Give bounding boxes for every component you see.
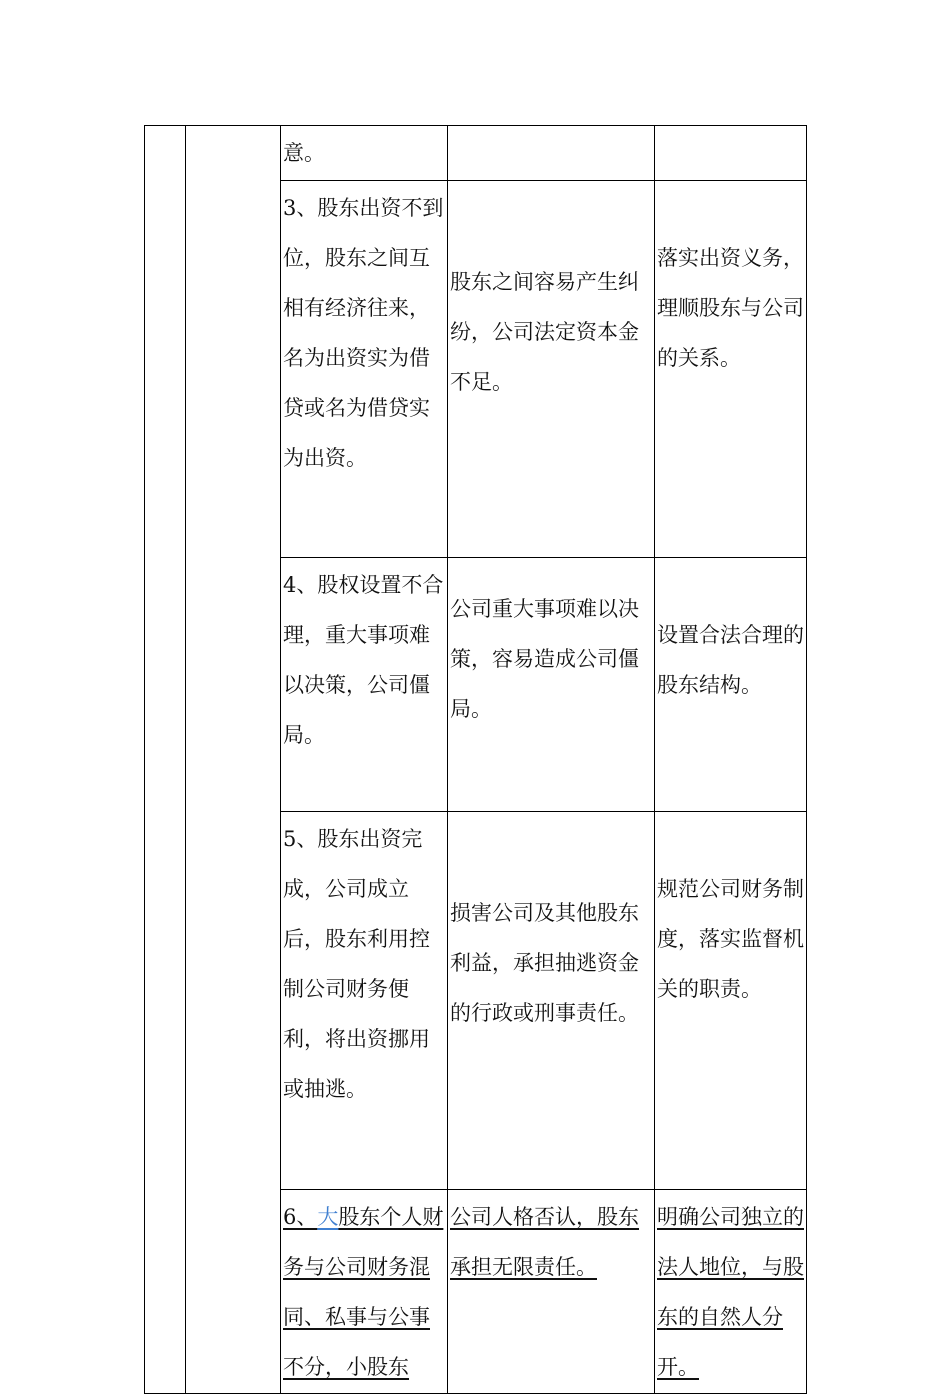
situation-text: 意。: [283, 141, 325, 165]
situation-text: 股东个人财务与公司财务混同、私事与公事不分，小股东: [283, 1205, 444, 1379]
suggestion-text: 规范公司财务制度，落实监督机关的职责。: [657, 877, 804, 1001]
suggestion-text: 落实出资义务，理顺股东与公司的关系。: [657, 246, 804, 370]
situation-cell: [281, 1190, 448, 1394]
suggestion-cell: [655, 126, 807, 181]
suggestion-text: 明确公司独立的法人地位，与股东的自然人分开。: [657, 1205, 804, 1379]
merged-cell-col2: [186, 126, 281, 1394]
situation-cell: [281, 126, 448, 181]
consequence-cell: [448, 812, 655, 1190]
situation-text: 3、股东出资不到位，股东之间互相有经济往来，名为出资实为借贷或名为借贷实为出资。: [283, 196, 444, 470]
consequence-text: 股东之间容易产生纠纷，公司法定资本金不足。: [450, 270, 639, 394]
consequence-cell: [448, 181, 655, 558]
situation-highlight: 大: [317, 1205, 339, 1229]
situation-cell: [281, 558, 448, 812]
suggestion-cell: [655, 181, 807, 558]
consequence-cell: [448, 126, 655, 181]
risk-table: [144, 125, 807, 1394]
consequence-cell: [448, 558, 655, 812]
situation-text: 4、股权设置不合理，重大事项难以决策，公司僵局。: [283, 573, 444, 747]
consequence-text: 公司人格否认，股东承担无限责任。: [450, 1205, 639, 1279]
suggestion-cell: [655, 558, 807, 812]
situation-text: 5、股东出资完成，公司成立后，股东利用控制公司财务便利，将出资挪用或抽逃。: [283, 827, 430, 1101]
suggestion-cell: [655, 1190, 807, 1394]
situation-cell: [281, 812, 448, 1190]
situation-cell: [281, 181, 448, 558]
consequence-cell: [448, 1190, 655, 1394]
consequence-text: 公司重大事项难以决策，容易造成公司僵局。: [450, 597, 639, 721]
table-row: [145, 126, 807, 181]
merged-cell-col1: [145, 126, 186, 1394]
suggestion-cell: [655, 812, 807, 1190]
consequence-text: 损害公司及其他股东利益，承担抽逃资金的行政或刑事责任。: [450, 901, 639, 1025]
situation-prefix: 6、: [283, 1205, 318, 1229]
suggestion-text: 设置合法合理的股东结构。: [657, 623, 804, 697]
